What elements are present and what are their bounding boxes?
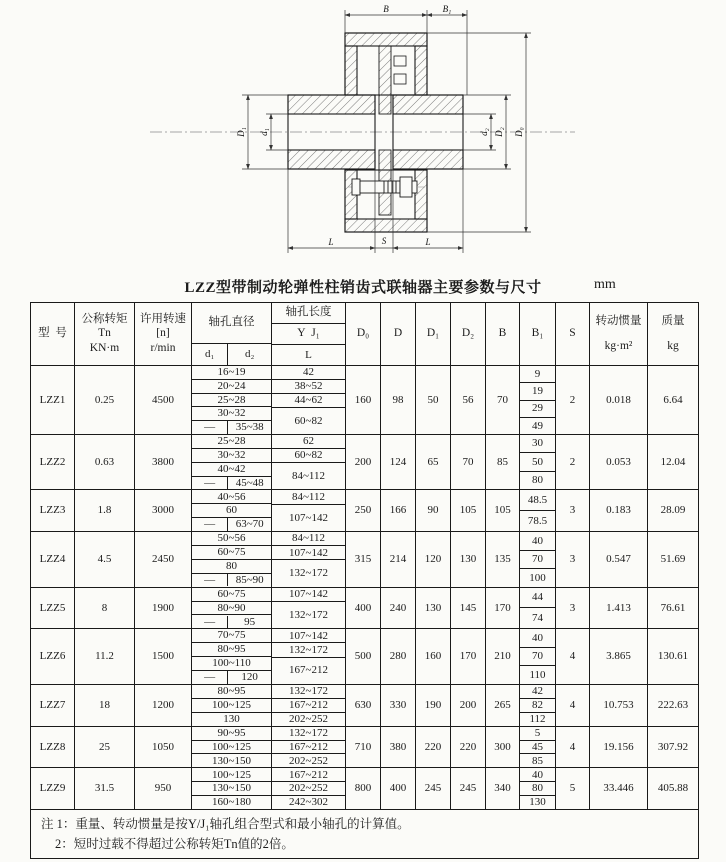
header-D2: D₂	[451, 303, 486, 365]
bore-length-range: 132~172	[272, 727, 345, 741]
header-bore-diameter	[192, 303, 272, 365]
B1-value: 85	[532, 754, 543, 767]
col-bore-length	[272, 435, 346, 489]
cell-torque: 8	[75, 588, 135, 629]
header-d2: d₂	[244, 348, 255, 361]
cell-D: 400	[381, 768, 416, 809]
cell-D1: 50	[416, 366, 451, 434]
cell-D: 330	[381, 685, 416, 726]
cell-model: LZZ2	[31, 435, 75, 489]
bore-length-range: 107~142	[289, 511, 328, 524]
header-D: D	[381, 303, 416, 365]
col-bore-diameter	[192, 532, 272, 586]
bore-diameter-range: 16~19	[192, 366, 271, 380]
bore-length-range: 107~142	[272, 629, 345, 643]
bore-diameter-range: 100~125	[192, 768, 271, 782]
bore-length-range: 60~82	[294, 414, 323, 427]
header-inertia-line: 转动惯量	[595, 314, 642, 327]
B1-value: 40	[520, 532, 555, 550]
B1-value: 100	[529, 571, 546, 584]
B1-value: 74	[532, 612, 543, 625]
B1-value: 44	[520, 588, 555, 609]
cell-torque: 25	[75, 727, 135, 768]
col-B1	[520, 588, 556, 629]
bore-diameter-range: 80~95	[192, 643, 271, 657]
bore-length-range: 242~302	[289, 796, 328, 809]
header-B: B	[486, 303, 520, 365]
B1-value: 82	[520, 699, 555, 713]
cell-B: 70	[486, 366, 520, 434]
cell-D2: 170	[451, 629, 486, 683]
B1-value: 48.5	[520, 490, 555, 511]
cell-B: 340	[486, 768, 520, 809]
cell-S: 4	[556, 685, 590, 726]
page-title: LZZ型带制动轮弹性柱销齿式联轴器主要参数与尺寸	[184, 280, 542, 296]
cell-speed: 4500	[135, 366, 192, 434]
bore-d2-cell: 35~38	[235, 421, 264, 434]
cell-B: 85	[486, 435, 520, 489]
cell-S: 4	[556, 629, 590, 683]
col-bore-diameter	[192, 685, 272, 726]
header-B1: B₁	[520, 303, 556, 365]
bore-d2-cell: 120	[241, 671, 258, 683]
cell-mass: 12.04	[660, 455, 686, 468]
bore-diameter-range: 60~75	[192, 588, 271, 602]
cell-model: LZZ8	[31, 727, 75, 768]
header-speed	[135, 303, 192, 365]
col-B1	[520, 435, 556, 489]
cell-B: 300	[486, 727, 520, 768]
dim-d1: d₁	[259, 128, 269, 136]
cell-model: LZZ6	[31, 629, 75, 683]
bore-diameter-range: 40~42	[192, 463, 271, 477]
cell-model: LZZ9	[31, 768, 75, 809]
bore-diameter-range: 60~75	[192, 546, 271, 560]
cell-D: 380	[381, 727, 416, 768]
unit-label: mm	[594, 277, 616, 292]
bore-diameter-range: 130~150	[192, 782, 271, 796]
B1-value: 40	[520, 629, 555, 647]
bore-length-range: 44~62	[272, 394, 345, 408]
cell-model: LZZ4	[31, 532, 75, 586]
header-mass-line: 质量	[661, 314, 685, 327]
B1-value: 80	[520, 782, 555, 796]
cell-torque: 1.8	[75, 490, 135, 531]
col-B1	[520, 532, 556, 586]
cell-inertia: 0.053	[590, 435, 648, 489]
bore-diameter-range: 160~180	[212, 796, 251, 809]
cell-torque: 4.5	[75, 532, 135, 586]
cell-mass: 222.63	[657, 698, 689, 711]
bore-d1-cell: —	[192, 616, 228, 629]
col-bore-diameter	[192, 366, 272, 434]
col-bore-diameter	[192, 435, 272, 489]
cell-D0: 160	[346, 366, 381, 434]
cell-D1: 90	[416, 490, 451, 531]
bore-length-range: 132~172	[272, 685, 345, 699]
bore-length-range: 132~172	[272, 643, 345, 657]
col-B1	[520, 629, 556, 683]
cell-speed: 950	[135, 768, 192, 809]
bore-length-range: 62	[272, 435, 345, 449]
cell-S: 3	[556, 490, 590, 531]
B1-value: 19	[520, 383, 555, 400]
header-bore-length	[272, 303, 346, 365]
bore-diameter-range: 80~95	[192, 685, 271, 699]
bore-d1-cell: —	[192, 574, 228, 587]
cell-B: 135	[486, 532, 520, 586]
cell-D0: 800	[346, 768, 381, 809]
bore-diameter-split	[192, 574, 271, 587]
bore-diameter-split	[192, 421, 271, 434]
bore-length-range: 132~172	[289, 608, 328, 621]
cell-D2: 130	[451, 532, 486, 586]
header-speed-line: 许用转速	[140, 313, 186, 326]
cell-D2: 56	[451, 366, 486, 434]
B1-value: 30	[520, 435, 555, 453]
cell-mass: 130.61	[657, 650, 689, 663]
B1-value: 112	[529, 712, 546, 725]
col-bore-length	[272, 629, 346, 683]
table-header	[31, 303, 698, 366]
cell-D1: 120	[416, 532, 451, 586]
cell-inertia: 0.018	[590, 366, 648, 434]
cell-D2: 200	[451, 685, 486, 726]
header-torque-line: 公称转矩	[81, 313, 128, 326]
bore-length-range: 202~252	[272, 782, 345, 796]
cell-B: 210	[486, 629, 520, 683]
table-row	[31, 532, 698, 587]
col-bore-diameter	[192, 629, 272, 683]
parameters-table	[30, 302, 699, 859]
cell-mass: 51.69	[660, 553, 686, 566]
header-speed-line: [n]	[156, 327, 170, 340]
cell-D0: 250	[346, 490, 381, 531]
header-mass	[648, 303, 698, 365]
cell-S: 3	[556, 532, 590, 586]
bore-diameter-range: 25~28	[192, 435, 271, 449]
cell-D0: 200	[346, 435, 381, 489]
bore-diameter-range: 100~110	[192, 657, 271, 671]
bore-length-range: 84~112	[272, 490, 345, 504]
header-speed-line: r/min	[150, 341, 176, 354]
bore-diameter-split	[192, 518, 271, 531]
bore-d1-cell: —	[192, 421, 228, 434]
header-D1: D₁	[416, 303, 451, 365]
cell-torque: 11.2	[75, 629, 135, 683]
cell-speed: 3800	[135, 435, 192, 489]
bore-length-range: 107~142	[272, 588, 345, 602]
cell-inertia: 0.183	[590, 490, 648, 531]
dim-B: B	[383, 4, 389, 14]
dim-S: S	[381, 236, 387, 246]
B1-value: 70	[520, 551, 555, 569]
bore-diameter-split	[192, 477, 271, 490]
cell-speed: 1200	[135, 685, 192, 726]
table-body	[31, 366, 698, 810]
cell-speed: 1500	[135, 629, 192, 683]
col-bore-diameter	[192, 490, 272, 531]
bore-diameter-range: 90~95	[192, 727, 271, 741]
dim-L-right: L	[425, 237, 431, 247]
table-notes	[31, 810, 698, 858]
bore-diameter-split	[192, 615, 271, 628]
bore-length-range: 132~172	[289, 567, 328, 580]
header-torque	[75, 303, 135, 365]
cell-inertia: 3.865	[590, 629, 648, 683]
cell-speed: 1050	[135, 727, 192, 768]
cell-inertia: 0.547	[590, 532, 648, 586]
cell-inertia: 1.413	[590, 588, 648, 629]
dim-D2: D₂	[494, 127, 504, 137]
cell-S: 2	[556, 366, 590, 434]
B1-value: 45	[520, 741, 555, 755]
header-d1: d₁	[192, 344, 228, 365]
table-row	[31, 768, 698, 810]
col-B1	[520, 366, 556, 434]
bore-diameter-range: 100~125	[192, 741, 271, 755]
bore-diameter-range: 40~56	[192, 490, 271, 504]
bore-diameter-range: 130	[223, 712, 240, 725]
dim-B1: B₁	[442, 4, 452, 14]
bore-diameter-range: 130~150	[212, 754, 251, 767]
cell-D1: 130	[416, 588, 451, 629]
note-1: 注 1：重量、转动惯量是按Y/J₁轴孔组合型式和最小轴孔的计算值。	[41, 817, 410, 832]
cell-mass: 76.61	[660, 601, 686, 614]
bore-diameter-range: 30~32	[192, 449, 271, 463]
cell-D2: 70	[451, 435, 486, 489]
cell-D0: 400	[346, 588, 381, 629]
B1-value: 29	[520, 401, 555, 418]
dim-d2: d₂	[479, 128, 489, 136]
col-bore-length	[272, 490, 346, 531]
bore-diameter-range: 20~24	[192, 380, 271, 394]
col-bore-length	[272, 727, 346, 768]
cell-D: 240	[381, 588, 416, 629]
bore-length-range: 84~112	[291, 469, 326, 482]
bore-diameter-split	[192, 671, 271, 684]
dim-L-left: L	[328, 237, 334, 247]
bore-length-range: 167~212	[272, 699, 345, 713]
table-row	[31, 685, 698, 727]
cell-D1: 245	[416, 768, 451, 809]
cell-D1: 220	[416, 727, 451, 768]
title-bar	[0, 276, 726, 296]
B1-value: 9	[520, 366, 555, 383]
bore-length-range: 84~112	[272, 532, 345, 546]
cell-speed: 3000	[135, 490, 192, 531]
table-row	[31, 629, 698, 684]
cell-mass: 307.92	[657, 740, 689, 753]
coupling-drawing	[0, 0, 726, 278]
col-B1	[520, 490, 556, 531]
note-2: 2：短时过载不得超过公称转矩Tn值的2倍。	[55, 836, 294, 851]
cell-mass: 6.64	[663, 393, 683, 406]
header-inertia	[590, 303, 648, 365]
cell-D: 214	[381, 532, 416, 586]
col-bore-diameter	[192, 727, 272, 768]
bore-length-range: 202~252	[289, 754, 328, 767]
cell-inertia: 19.156	[590, 727, 648, 768]
cell-B: 265	[486, 685, 520, 726]
header-torque-line: KN·m	[89, 341, 120, 354]
bore-d1-cell: —	[192, 671, 228, 684]
col-bore-length	[272, 768, 346, 809]
bore-length-range: 60~82	[272, 449, 345, 463]
bore-diameter-range: 30~32	[192, 407, 271, 421]
cell-D1: 190	[416, 685, 451, 726]
header-inertia-line: kg·m²	[604, 339, 633, 352]
dim-D0: D₀	[514, 127, 524, 137]
cell-model: LZZ5	[31, 588, 75, 629]
col-bore-length	[272, 588, 346, 629]
cell-inertia: 33.446	[590, 768, 648, 809]
header-bore-diameter-title: 轴孔直径	[192, 303, 271, 344]
B1-value: 130	[529, 796, 546, 809]
cell-D: 124	[381, 435, 416, 489]
header-torque-line: Tn	[98, 327, 111, 340]
bore-diameter-range: 80	[192, 560, 271, 574]
col-bore-length	[272, 685, 346, 726]
cell-B: 105	[486, 490, 520, 531]
B1-value: 110	[529, 668, 546, 681]
bore-length-range: 167~212	[289, 664, 328, 677]
col-bore-diameter	[192, 588, 272, 629]
col-B1	[520, 768, 556, 809]
cell-D1: 160	[416, 629, 451, 683]
bore-diameter-range: 80~90	[192, 602, 271, 616]
table-row	[31, 490, 698, 532]
cell-D: 280	[381, 629, 416, 683]
cell-S: 4	[556, 727, 590, 768]
cell-mass: 405.88	[657, 782, 689, 795]
col-B1	[520, 727, 556, 768]
table-row	[31, 588, 698, 630]
cell-S: 2	[556, 435, 590, 489]
bore-length-range: 107~142	[272, 546, 345, 560]
B1-value: 49	[532, 419, 543, 432]
B1-value: 70	[520, 648, 555, 666]
header-bore-length-title: 轴孔长度	[272, 303, 345, 324]
B1-value: 50	[520, 453, 555, 471]
header-mass-line: kg	[667, 339, 679, 352]
cell-D0: 630	[346, 685, 381, 726]
bore-d1-cell: —	[192, 477, 228, 490]
cell-torque: 31.5	[75, 768, 135, 809]
table-row	[31, 435, 698, 490]
cell-D2: 145	[451, 588, 486, 629]
cell-torque: 0.63	[75, 435, 135, 489]
cell-S: 5	[556, 768, 590, 809]
bore-diameter-range: 100~125	[192, 699, 271, 713]
header-L: L	[305, 348, 312, 361]
bore-diameter-range: 70~75	[192, 629, 271, 643]
col-bore-length	[272, 532, 346, 586]
header-D0: D₀	[346, 303, 381, 365]
cell-D0: 315	[346, 532, 381, 586]
bore-d2-cell: 63~70	[235, 518, 264, 531]
B1-value: 40	[520, 768, 555, 782]
bore-length-range: 202~252	[289, 712, 328, 725]
bore-diameter-range: 25~28	[192, 394, 271, 408]
table-row	[31, 727, 698, 769]
header-YJ1: Y J₁	[272, 324, 345, 345]
table-row	[31, 366, 698, 435]
bore-length-range: 38~52	[272, 380, 345, 394]
header-S: S	[556, 303, 590, 365]
bore-d2-cell: 85~90	[235, 573, 264, 586]
bore-d2-cell: 95	[244, 615, 256, 628]
cell-D0: 710	[346, 727, 381, 768]
cell-D2: 220	[451, 727, 486, 768]
col-B1	[520, 685, 556, 726]
col-bore-diameter	[192, 768, 272, 809]
B1-value: 78.5	[527, 514, 548, 527]
cell-model: LZZ7	[31, 685, 75, 726]
bore-d2-cell: 45~48	[235, 476, 264, 489]
cell-D: 166	[381, 490, 416, 531]
cell-S: 3	[556, 588, 590, 629]
col-bore-length	[272, 366, 346, 434]
bore-length-range: 167~212	[272, 768, 345, 782]
header-model: 型 号	[31, 303, 75, 365]
bore-length-range: 167~212	[272, 741, 345, 755]
B1-value: 42	[520, 685, 555, 699]
bore-diameter-range: 50~56	[192, 532, 271, 546]
cell-D2: 245	[451, 768, 486, 809]
cell-mass: 28.09	[660, 504, 686, 517]
cell-torque: 18	[75, 685, 135, 726]
cell-B: 170	[486, 588, 520, 629]
cell-speed: 1900	[135, 588, 192, 629]
cell-torque: 0.25	[75, 366, 135, 434]
cell-D0: 500	[346, 629, 381, 683]
cell-inertia: 10.753	[590, 685, 648, 726]
B1-value: 5	[520, 727, 555, 741]
cell-model: LZZ1	[31, 366, 75, 434]
cell-D1: 65	[416, 435, 451, 489]
dim-D1: D₁	[236, 127, 246, 137]
bore-length-range: 42	[272, 366, 345, 380]
cell-model: LZZ3	[31, 490, 75, 531]
cell-speed: 2450	[135, 532, 192, 586]
cell-D2: 105	[451, 490, 486, 531]
B1-value: 80	[532, 474, 543, 487]
bore-d1-cell: —	[192, 518, 228, 531]
cell-D: 98	[381, 366, 416, 434]
bore-diameter-range: 60	[192, 504, 271, 518]
